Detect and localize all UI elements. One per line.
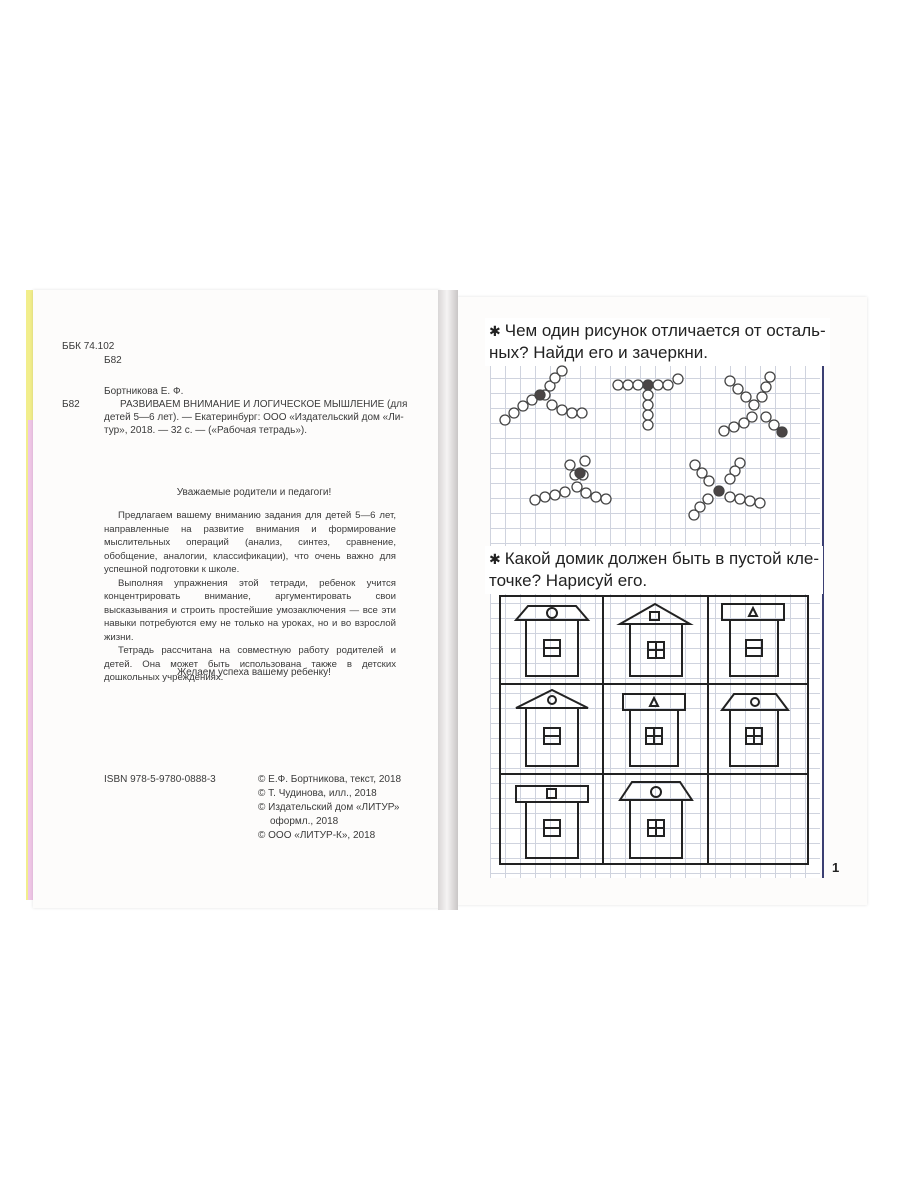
task-2-text xyxy=(485,546,823,594)
copyright-3: © Издательский дом «ЛИТУР» xyxy=(258,802,400,813)
copyright-2: © Т. Чудинова, илл., 2018 xyxy=(258,788,377,799)
house-r1c3 xyxy=(722,604,784,676)
house-r3c2 xyxy=(620,782,692,858)
copyright-1: © Е.Ф. Бортникова, текст, 2018 xyxy=(258,774,402,785)
task-2-line-1: Какой домик должен быть в пустой кле- xyxy=(504,549,819,568)
wish-text: Желаем успеха вашему ребенку! xyxy=(177,667,331,678)
house-puzzle xyxy=(490,590,825,875)
intro-paragraph-2: Выполняя упражнения этой тетради, ребенок учится концентрировать внимание, аргументировать свои высказывания и строить простейшие умозаключения — все эти навыки потребуются ему не только на уроках, но и во взрослой жизни. xyxy=(104,577,396,643)
intro-text xyxy=(104,509,396,685)
house-r2c1 xyxy=(516,690,588,766)
house-r1c1 xyxy=(516,606,588,676)
house-r1c2 xyxy=(620,604,690,676)
greeting-heading: Уважаемые родители и педагоги! xyxy=(176,487,332,498)
bead-figure-2 xyxy=(613,374,683,430)
biblio-line-3: тур», 2018. — 32 с. — («Рабочая тетрадь»). xyxy=(104,425,308,436)
intro-paragraph-1: Предлагаем вашему вниманию задания для детей 5—6 лет, направленные на развитие внимания и формирование мыслительных операций (анализ, синтез, сравнение, обобщение, аналогии, классификации), что очень важно для успешной подготовки к школе. xyxy=(104,510,396,575)
asterisk-star-icon: ✱ xyxy=(489,323,501,339)
author-code-2: Б82 xyxy=(62,399,80,410)
task-1-line-2: ных? Найди его и зачеркни. xyxy=(489,343,709,362)
page-number: 1 xyxy=(832,860,840,875)
biblio-line-1: РАЗВИВАЕМ ВНИМАНИЕ И ЛОГИЧЕСКОЕ МЫШЛЕНИЕ (для xyxy=(120,399,408,410)
author-code: Б82 xyxy=(104,355,122,366)
isbn: ISBN 978-5-9780-0888-3 xyxy=(104,774,216,785)
house-r2c3 xyxy=(722,694,788,766)
bead-figure-5 xyxy=(689,458,765,520)
intro-paragraph-3: Тетрадь рассчитана на совместную работу родителей и детей. Она может быть использована также в детских дошкольных учреждениях. xyxy=(104,645,396,683)
author-name: Бортникова Е. Ф. xyxy=(104,386,184,397)
task-2-line-2: точке? Нарисуй его. xyxy=(489,571,648,590)
copyright-5: © ООО «ЛИТУР-К», 2018 xyxy=(258,830,376,841)
book-spine xyxy=(438,290,458,910)
bead-figure-1 xyxy=(500,366,587,425)
bbk-code: ББК 74.102 xyxy=(62,341,115,352)
task-1-line-1: Чем один рисунок отличается от осталь- xyxy=(504,321,826,340)
bead-figures xyxy=(490,365,820,535)
bead-figure-3 xyxy=(719,372,787,437)
copyright-4: оформл., 2018 xyxy=(270,816,339,827)
bead-figure-4 xyxy=(530,456,611,505)
house-r2c2 xyxy=(623,694,685,766)
task-1-text xyxy=(485,318,830,366)
asterisk-star-icon: ✱ xyxy=(489,551,501,567)
biblio-line-2: детей 5—6 лет). — Екатеринбург: ООО «Издательский дом «Ли- xyxy=(104,412,404,423)
house-r3c1 xyxy=(516,786,588,858)
